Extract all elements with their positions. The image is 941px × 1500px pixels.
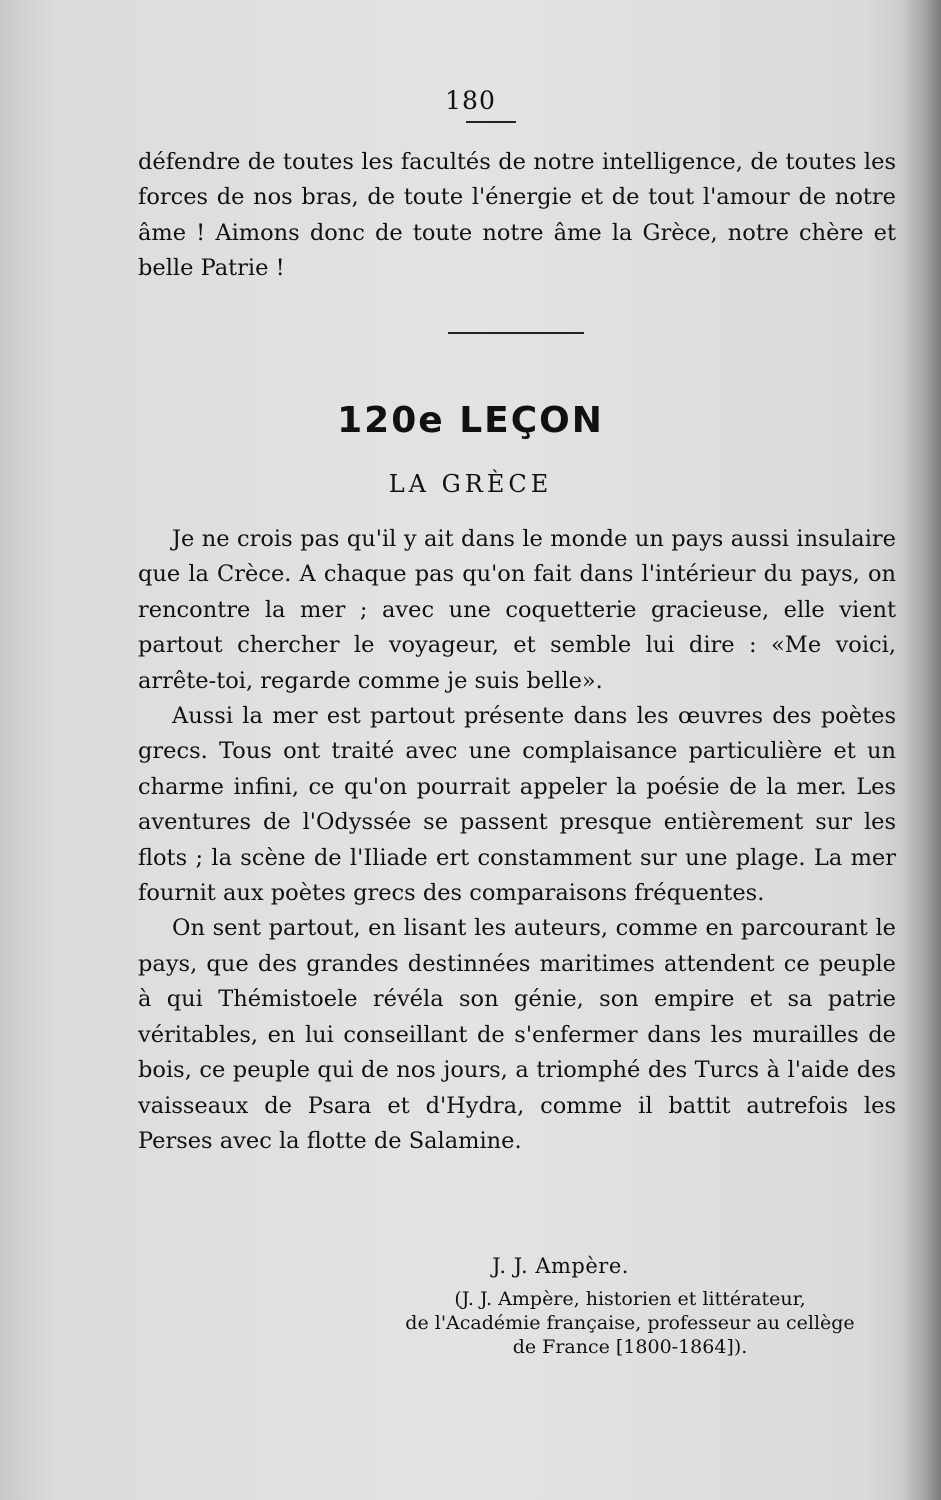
body-paragraph: On sent partout, en lisant les auteurs, comme en parcourant le pays, que des grandes destinnées maritimes attendent ce peuple à qui Thémistoele révéla son génie, son empire et sa patrie véritables, en lui conseillant de s'enfermer dans les murailles de bois, ce peuple qui de nos jours, a triomphé des Turcs à l'aide des vaisseaux de Psara et d'Hydra, comme il battit autrefois les Perses avec la flotte de Salamine. (138, 915, 896, 1154)
continuation-paragraph-block (138, 145, 896, 287)
body-paragraph: Aussi la mer est partout présente dans les œuvres des poètes grecs. Tous ont traité avec une complaisance particulière et un charme infini, ce qu'on pourrait appeler la poésie de la mer. Les aventures de l'Odyssée se passent presque entièrement sur les flots ; la scène de l'Iliade ert constamment sur une plage. La mer fournit aux poètes grecs des comparaisons fréquentes. (138, 703, 896, 907)
attribution-line: de France [1800-1864]). (512, 1336, 748, 1358)
page-number: 180 (445, 86, 496, 115)
page-number-rule (466, 121, 516, 123)
lesson-subtitle: LA GRÈCE (388, 470, 553, 498)
section-divider (448, 332, 584, 334)
lesson-title: 120e LEÇON (337, 400, 604, 441)
body-paragraph: Je ne crois pas qu'il y ait dans le monde un pays aussi insulaire que la Crèce. A chaque pas qu'on fait dans l'intérieur du pays, on rencontre la mer ; avec une coquetterie gracieuse, elle vient partout chercher le voyageur, et semble lui dire : «Me voici, arrête-toi, regarde comme je suis belle». (138, 526, 896, 694)
author-signature: J. J. Ampère. (492, 1254, 629, 1278)
continuation-paragraph: défendre de toutes les facultés de notre intelligence, de toutes les forces de nos bras, de toute l'énergie et de tout l'amour de notre âme ! Aimons donc de toute notre âme la Grèce, notre chère et belle Patrie ! (138, 149, 896, 282)
attribution-line: de l'Académie française, professeur au cellège (405, 1312, 855, 1334)
author-attribution (360, 1287, 900, 1359)
lesson-body (138, 522, 896, 1159)
attribution-line: (J. J. Ampère, historien et littérateur, (454, 1288, 806, 1310)
page-edge-shadow (901, 0, 941, 1500)
